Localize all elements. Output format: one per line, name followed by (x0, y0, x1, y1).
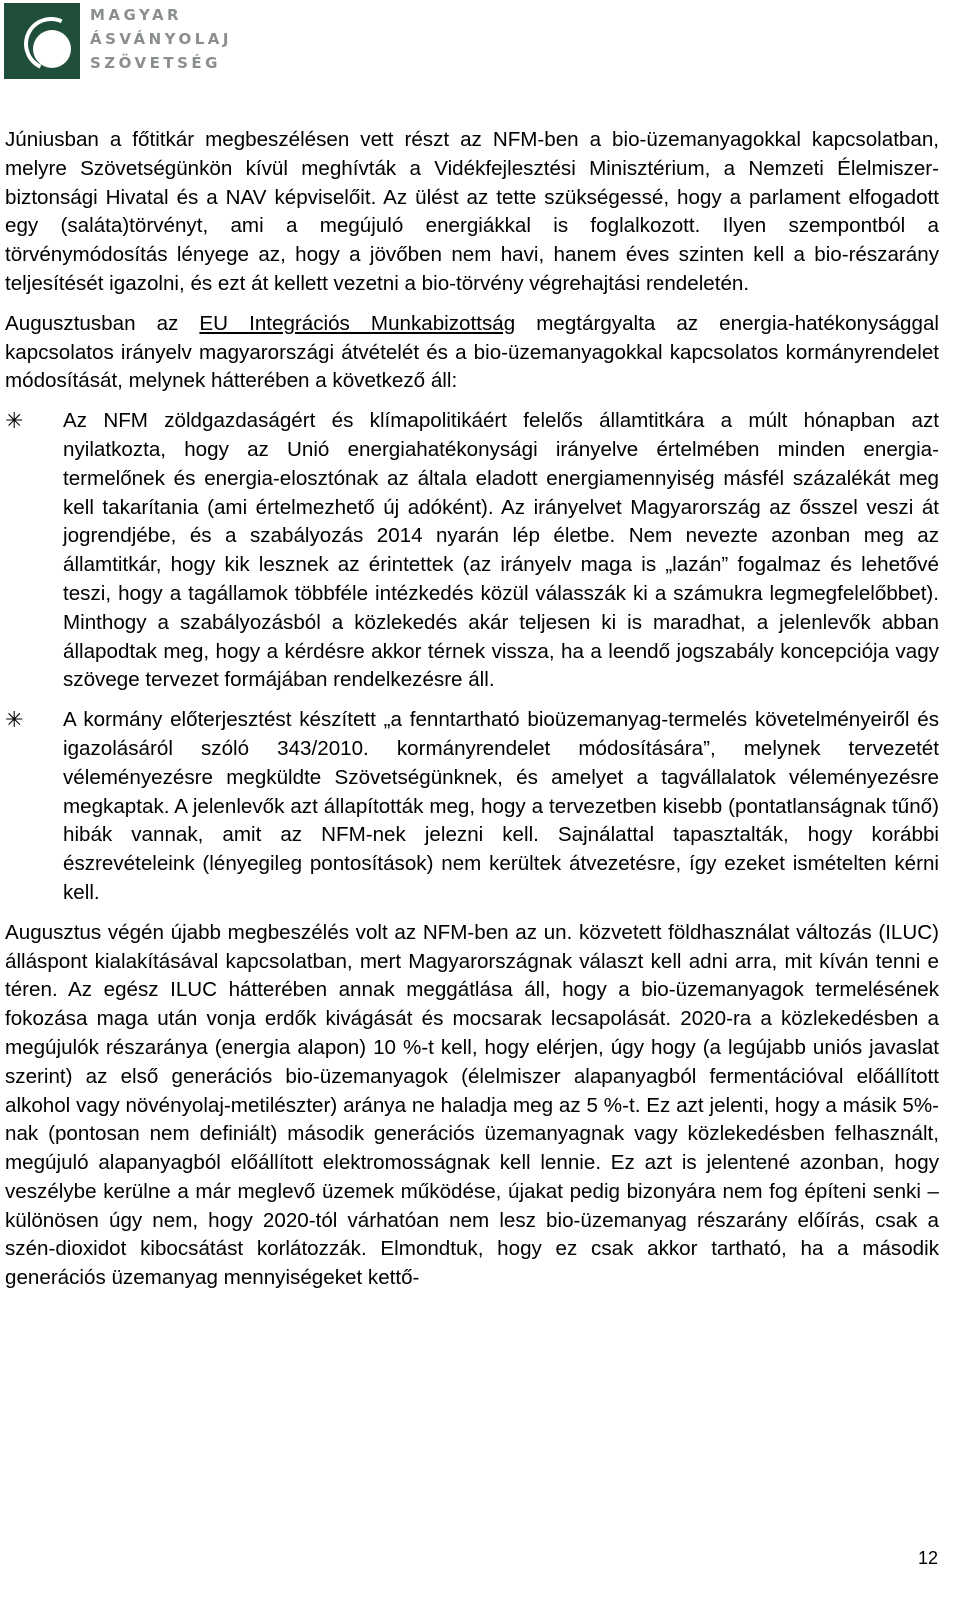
committee-name-underlined: EU Integrációs Munkabizottság (199, 311, 516, 335)
logo-text: MAGYAR ÁSVÁNYOLAJ SZÖVETSÉG (90, 6, 232, 72)
list-item: ✳ Az NFM zöldgazdaságért és klímapolitikáért felelős államtitkára a múlt hónapban azt nyilatkozta, hogy az Unió energiahatékonysági irányelve értelmében minden energia-termelőnek és energia-elosztónak az általa eladott energiamennyiség másfél százalékát meg kell takarítania (ami értelmezhető új adóként). Az irányelvet Magyarország az ősszel veszi át jogrendjébe, és a szabályozás 2014 nyarán lép életbe. Nem nevezte azonban meg az államtitkár, hogy kik lesznek az érintettek (az irányelv maga is „lazán” fogalmaz és lehetővé teszi, hogy a tagállamok többféle intézkedés közül válasszák ki a számukra legmegfelelőbbet). Minthogy a szabályozásból a közlekedés akár teljesen ki is maradhat, a jelenlevők abban állapodtak meg, hogy a kérdésre akkor térnek vissza, ha a leendő jogszabály koncepciója vagy szövege tervezet formájában rendelkezésre áll. (5, 408, 939, 692)
asterisk-bullet-icon: ✳ (5, 707, 24, 733)
document-body (5, 126, 939, 1304)
asterisk-bullet-icon: ✳ (5, 408, 24, 434)
bullet-list (5, 407, 939, 908)
paragraph-iluc-meeting: Augusztus végén újabb megbeszélés volt az NFM-ben az un. közvetett földhasználat változás (ILUC) álláspont kialakításával kapcsolatban, mert Magyarországnak választ kell adni arra, mit kíván tenni e téren. Az egész ILUC hátterében annak meggátlása áll, hogy a bio-üzemanyagok termelésének fokozása maga után vonja erdők kivágását és mocsarak lecsapolását. 2020-ra a közlekedésben a megújulók részaránya (energia alapon) 10 %-t kell, hogy elérjen, úgy hogy (a legújabb uniós javaslat szerint) az első generációs bio-üzemanyagok (élelmiszer alapanyagból fermentációval előállított alkohol vagy növényolaj-metilészter) aránya ne haladja meg az 5 %-t. Ez azt jelenti, hogy a másik 5%-nak (pontosan nem definiált) második generációs üzemanyagnak vagy közlekedésben felhasznált, megújuló alapanyagból előállított elektromosságnak kell lennie. Ez azt is jelentené azonban, hogy veszélybe kerülne a már meglevő üzemek működése, újakat pedig bizonyára nem fog építeni senki – különösen úgy nem, hogy 2020-tól várhatóan nem lesz bio-üzemanyag részarány előírás, csak a szén-dioxidot kibocsátást korlátozzák. Elmondtuk, hogy ez csak akkor tartható, ha a második generációs üzemanyag mennyiségeket kettő- (5, 920, 939, 1290)
logo-mark-icon (4, 3, 80, 79)
paragraph-june-meeting: Júniusban a főtitkár megbeszélésen vett részt az NFM-ben a bio-üzemanyagokkal kapcsolatban, melyre Szövetségünkön kívül meghívták a Vidékfejlesztési Minisztérium, a Nemzeti Élelmiszer-biztonsági Hivatal és a NAV képviselőit. Az ülést az tette szükségessé, hogy a parlament elfogadott egy (saláta)törvényt, ami a megújuló energiákkal is foglalkozott. Ilyen szempontból a törvénymódosítás lényege az, hogy a jövőben nem havi, hanem éves szinten kell a bio-részarány teljesítését igazolni, és ezt át kellett vezetni a bio-törvény végrehajtási rendeletén. (5, 128, 939, 295)
paragraph-august-committee: Augusztusban az EU Integrációs Munkabizottság megtárgyalta az energia-hatékonysággal kapcsolatos irányelv magyarországi átvételét és a bio-üzemanyagokkal kapcsolatos kormányrendelet módosítását, melynek hátterében a következő áll: (5, 311, 939, 393)
list-item: ✳ A kormány előterjesztést készített „a fenntartható bioüzemanyag-termelés követelményeiről és igazolásáról szóló 343/2010. kormányrendelet módosítására”, melynek tervezetét véleményezésre megküldte Szövetségünknek, és amelyet a tagvállalatok véleményezésre megkaptak. A jelenlevők azt állapították meg, hogy a tervezetben kisebb (pontatlanságnak tűnő) hibák vannak, amit az NFM-nek jelezni kell. Sajnálattal tapasztalták, hogy korábbi észrevételeink (lényegileg pontosítások) nem kerültek átvezetésre, így ezeket ismételten kérni kell. (5, 707, 939, 904)
page-number: 12 (917, 1548, 938, 1568)
association-logo (4, 3, 264, 81)
